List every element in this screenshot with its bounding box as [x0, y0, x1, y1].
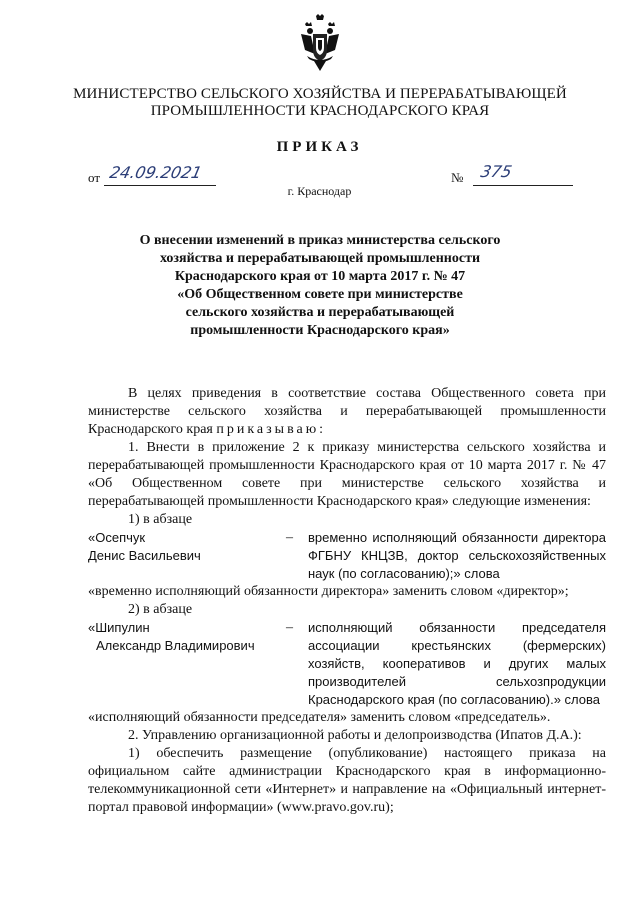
- subject-line-2: хозяйства и перерабатывающей промышленности: [159, 251, 481, 266]
- sub-1-replacement: «временно исполняющий обязанности директора» заменить словом «директор»;: [88, 584, 569, 599]
- number-prefix: №: [451, 170, 464, 185]
- sub-2-entry: [88, 619, 606, 709]
- sub-1-given-names: Денис Васильевич: [88, 548, 201, 563]
- date-value: 24.09.2021: [107, 163, 204, 182]
- sub-1-surname: «Осепчук: [88, 530, 146, 545]
- coat-of-arms-icon: [299, 14, 341, 74]
- subject-line-3: Краснодарского края от 10 марта 2017 г. № 47: [174, 269, 466, 284]
- date-prefix: от: [88, 170, 101, 185]
- order-title: ПРИКАЗ: [276, 139, 363, 155]
- sub-2-replacement: «исполняющий обязанности председателя» заменить словом «председатель».: [88, 710, 551, 725]
- intro-paragraph: [88, 385, 606, 439]
- subject-line-4: «Об Общественном совете при министерстве: [177, 287, 463, 302]
- ministry-line-2: ПРОМЫШЛЕННОСТИ КРАСНОДАРСКОГО КРАЯ: [150, 103, 490, 119]
- sub-1-entry: [88, 529, 606, 583]
- order-body: [88, 385, 606, 817]
- number-value: 375: [478, 162, 514, 181]
- sub-2-person: [88, 619, 286, 709]
- sub-1-dash: –: [286, 530, 293, 545]
- ministry-line-1: МИНИСТЕРСТВО СЕЛЬСКОГО ХОЗЯЙСТВА И ПЕРЕРАБАТЫВАЮЩЕЙ: [73, 86, 567, 102]
- sub-2-description: исполняющий обязанности председателя ассоциации крестьянских (фермерских) хозяйств, кооперативов и других малых производителей сельхозпродукции Краснодарского края (по согласованию).» слова: [308, 620, 606, 707]
- order-subject: [120, 232, 520, 340]
- sub-2-surname: «Шипулин: [88, 620, 150, 635]
- sub-1-description: временно исполняющий обязанности директора ФГБНУ КНЦЗВ, доктор сельскохозяйственных наук (по согласованию);» слова: [308, 530, 606, 581]
- item-2-sub-1: 1) обеспечить размещение (опубликование) настоящего приказа на официальном сайте администрации Краснодарского края в информационно-телекоммуникационной сети «Интернет» и направление на «Официальный интернет-портал правовой информации» (www.pravo.gov.ru);: [88, 746, 606, 815]
- subject-line-6: промышленности Краснодарского края»: [190, 323, 450, 338]
- sub-2-dash: –: [286, 620, 293, 635]
- intro-text: В целях приведения в соответствие состава Общественного совета при министерстве сельского хозяйства и перерабатывающей промышленности Краснодарского края: [88, 386, 606, 437]
- city-name: г. Краснодар: [287, 184, 352, 198]
- item-1: 1. Внести в приложение 2 к приказу министерства сельского хозяйства и перерабатывающей промышленности Краснодарского края от 10 марта 2017 г. № 47 «Об Общественном совете при министерстве сельского хозяйства и перерабатывающей промышленности Краснодарского края» следующие изменения:: [88, 440, 606, 509]
- sub-1-label: 1) в абзаце: [128, 512, 193, 527]
- orders-word: приказываю:: [216, 422, 327, 437]
- subject-line-1: О внесении изменений в приказ министерства сельского: [139, 233, 501, 248]
- sub-1-person: [88, 529, 286, 583]
- ministry-name: [60, 86, 580, 120]
- sub-2-given-names: Александр Владимирович: [96, 638, 255, 653]
- sub-2-label: 2) в абзаце: [128, 602, 193, 617]
- item-2: 2. Управлению организационной работы и делопроизводства (Ипатов Д.А.):: [128, 728, 582, 743]
- subject-line-5: сельского хозяйства и перерабатывающей: [185, 305, 455, 320]
